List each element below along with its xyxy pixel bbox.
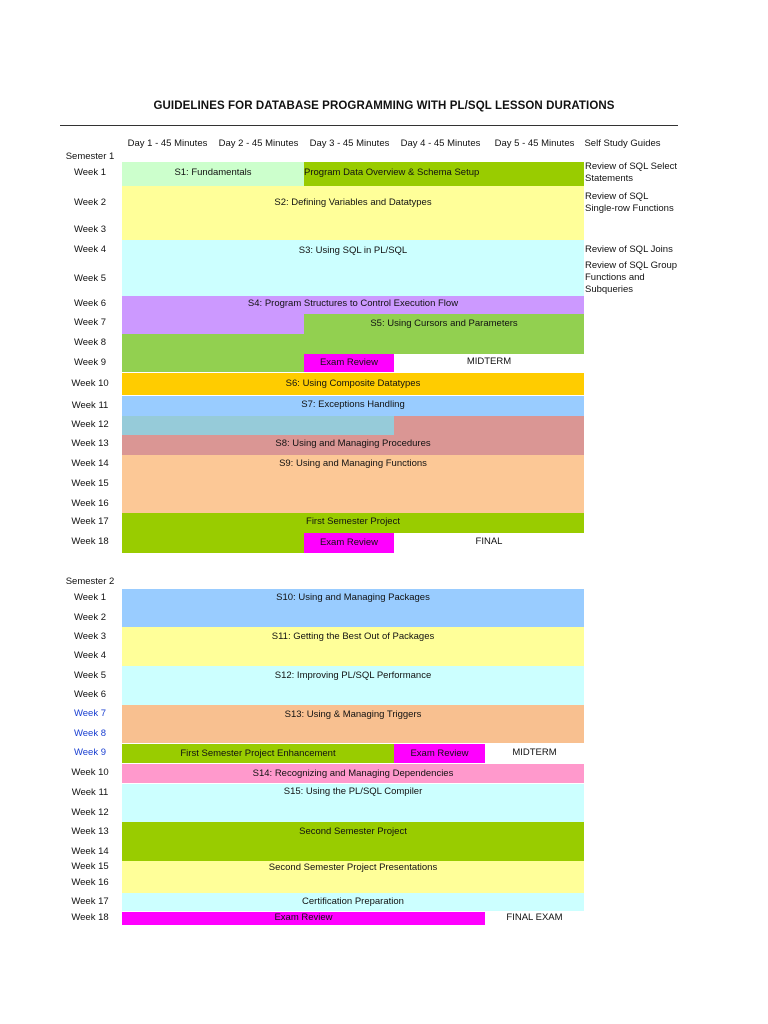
lesson-s11: S11: Getting the Best Out of Packages <box>271 631 435 642</box>
s1-week-7: Week 7 <box>73 317 107 328</box>
certification-preparation: Certification Preparation <box>302 896 404 907</box>
final-label-s1: FINAL <box>475 536 503 547</box>
s1-week-14: Week 14 <box>71 458 109 469</box>
s2-week-17: Week 17 <box>71 896 109 907</box>
s1-week-9: Week 9 <box>73 357 107 368</box>
lesson-s5: S5: Using Cursors and Parameters <box>370 318 518 329</box>
day-header-2: Day 2 - 45 Minutes <box>218 138 299 149</box>
s1-week-18: Week 18 <box>71 536 109 547</box>
s2-week-13: Week 13 <box>71 826 109 837</box>
s1-week-4: Week 4 <box>73 244 107 255</box>
s2-week-15: Week 15 <box>71 861 109 872</box>
s2-week-6: Week 6 <box>73 689 107 700</box>
s2-week-7: Week 7 <box>73 708 107 719</box>
exam-review-s1-mid: Exam Review <box>319 357 379 368</box>
self-study-note-4: Review of SQL Group Functions and Subqueries <box>585 260 678 295</box>
second-semester-project-presentations: Second Semester Project Presentations <box>268 862 438 873</box>
first-semester-project: First Semester Project <box>306 516 400 527</box>
s1-week-10: Week 10 <box>71 378 109 389</box>
s2-block <box>122 186 584 240</box>
s2-week-5: Week 5 <box>73 670 107 681</box>
s8-block-start <box>394 416 584 435</box>
exam-review-s1-final: Exam Review <box>319 537 379 548</box>
s2-week-9: Week 9 <box>73 747 107 758</box>
s1-week-1: Week 1 <box>73 167 107 178</box>
final-exam-label: FINAL EXAM <box>506 912 563 923</box>
s7-block-cont <box>122 416 394 435</box>
s2-week-2: Week 2 <box>73 612 107 623</box>
s2-week-16: Week 16 <box>71 877 109 888</box>
s1-week-13: Week 13 <box>71 438 109 449</box>
s1-week-16: Week 16 <box>71 498 109 509</box>
page-title: GUIDELINES FOR DATABASE PROGRAMMING WITH PL/SQL LESSON DURATIONS <box>153 100 615 112</box>
s2-week-3: Week 3 <box>73 631 107 642</box>
first-semester-project-enhancement: First Semester Project Enhancement <box>180 748 336 759</box>
lesson-s9: S9: Using and Managing Functions <box>279 458 427 469</box>
s1-week-17: Week 17 <box>71 516 109 527</box>
lesson-s1: S1: Fundamentals <box>174 167 252 178</box>
midterm-label-s1: MIDTERM <box>466 356 512 367</box>
lesson-s8: S8: Using and Managing Procedures <box>275 438 431 449</box>
day-header-5: Day 5 - 45 Minutes <box>494 138 575 149</box>
s2-week-11: Week 11 <box>71 787 109 798</box>
s1-week-5: Week 5 <box>73 273 107 284</box>
first-project-block-end <box>122 533 304 553</box>
lesson-s7: S7: Exceptions Handling <box>301 399 405 410</box>
lesson-s6: S6: Using Composite Datatypes <box>285 378 421 389</box>
s1-week-11: Week 11 <box>71 400 109 411</box>
lesson-s12: S12: Improving PL/SQL Performance <box>274 670 432 681</box>
day-header-self-study: Self Study Guides <box>584 138 661 149</box>
lesson-program-data-overview: Program Data Overview & Schema Setup <box>304 167 480 178</box>
day-header-1: Day 1 - 45 Minutes <box>127 138 208 149</box>
midterm-label-s2: MIDTERM <box>512 747 557 758</box>
lesson-s14: S14: Recognizing and Managing Dependencies <box>252 768 454 779</box>
s2-week-8: Week 8 <box>73 728 107 739</box>
s1-week-12: Week 12 <box>71 419 109 430</box>
exam-review-s2-mid: Exam Review <box>410 748 469 759</box>
self-study-note-2: Review of SQL Single-row Functions <box>585 191 674 214</box>
self-study-note-1: Review of SQL Select Statements <box>585 161 678 184</box>
s5-block-cont <box>122 334 584 354</box>
s5-block-end <box>122 354 304 372</box>
s2-week-10: Week 10 <box>71 767 109 778</box>
s1-week-15: Week 15 <box>71 478 109 489</box>
lesson-s3: S3: Using SQL in PL/SQL <box>298 245 408 256</box>
lesson-s2: S2: Defining Variables and Datatypes <box>274 197 432 208</box>
day-header-3: Day 3 - 45 Minutes <box>309 138 390 149</box>
self-study-note-3: Review of SQL Joins <box>585 244 673 255</box>
title-divider <box>60 125 678 126</box>
day-header-4: Day 4 - 45 Minutes <box>400 138 481 149</box>
s2-week-14: Week 14 <box>71 846 109 857</box>
exam-review-s2-final: Exam Review <box>274 912 333 923</box>
s1-week-2: Week 2 <box>73 197 107 208</box>
lesson-s4: S4: Program Structures to Control Execution Flow <box>247 298 459 309</box>
second-semester-project: Second Semester Project <box>299 826 407 837</box>
s2-week-18: Week 18 <box>71 912 109 923</box>
lesson-s15: S15: Using the PL/SQL Compiler <box>283 786 423 797</box>
s2-week-1: Week 1 <box>73 592 107 603</box>
lesson-s10: S10: Using and Managing Packages <box>276 592 430 603</box>
s4-block-cont <box>122 314 304 334</box>
semester-1-label: Semester 1 <box>65 151 115 162</box>
lesson-s13: S13: Using & Managing Triggers <box>284 709 422 720</box>
s1-week-8: Week 8 <box>73 337 107 348</box>
s1-week-3: Week 3 <box>73 224 107 235</box>
semester-2-label: Semester 2 <box>65 576 115 587</box>
s2-week-4: Week 4 <box>73 650 107 661</box>
s2-week-12: Week 12 <box>71 807 109 818</box>
s1-week-6: Week 6 <box>73 298 107 309</box>
